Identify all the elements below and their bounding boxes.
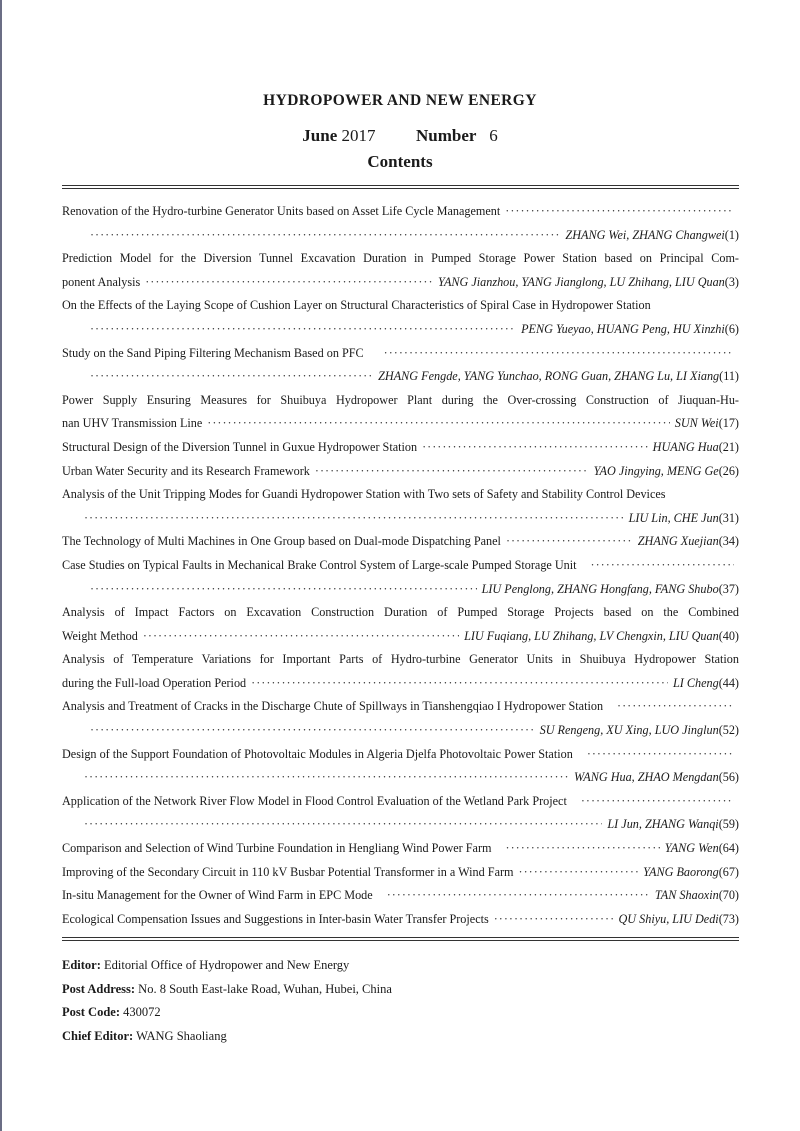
toc-entry-title: Analysis of Temperature Variations for Important Parts of Hydro-turbine Generator Units in Shuibuya Hydropower Station [62, 652, 739, 667]
toc-entry-authors: ····· PENG Yueyao, HUANG Peng, HU Xinzhi (6) [62, 318, 739, 342]
imprint [62, 954, 392, 1048]
bottom-rule [62, 937, 739, 938]
toc-entry-authors: ····· ZHANG Wei, ZHANG Changwei (1) [62, 224, 739, 248]
top-rule [62, 185, 739, 186]
issue-number: 6 [489, 126, 498, 145]
toc-entry-title: Renovation of the Hydro-turbine Generator Units based on Asset Life Cycle Management ····· [62, 200, 739, 224]
toc-entry-title: On the Effects of the Laying Scope of Cushion Layer on Structural Characteristics of Spiral Case in Hydropower Station [62, 298, 651, 313]
toc-entry-authors: ····· SU Rengeng, XU Xing, LUO Jinglun (52) [62, 719, 739, 743]
chief-editor-row: Chief Editor: WANG Shaoliang [62, 1028, 227, 1043]
toc-entry-title: Analysis and Treatment of Cracks in the Discharge Chute of Spillways in Tianshengqiao I Hydropower Station ····· [62, 695, 739, 719]
toc-entry-authors: Weight Method ····· LIU Fuqiang, LU Zhihang, LV Chengxin, LIU Quan (40) [62, 625, 739, 649]
editor-row: Editor: Editorial Office of Hydropower and New Energy [62, 958, 350, 972]
page-header [0, 92, 800, 172]
toc-entry-authors: ponent Analysis ····· YANG Jianzhou, YANG Jianglong, LU Zhihang, LIU Quan (3) [62, 271, 739, 295]
toc-entry-authors: ····· LIU Lin, CHE Jun (31) [62, 507, 739, 531]
top-rule-2 [62, 188, 739, 189]
toc-entry: Comparison and Selection of Wind Turbine Foundation in Hengliang Wind Power Farm ····· YANG Wen (64) [62, 837, 739, 861]
bottom-rule-2 [62, 940, 739, 941]
toc-entry-title: Analysis of Impact Factors on Excavation Construction Duration of Pumped Storage Projects based on the Combined [62, 605, 739, 620]
toc-entry-title: Study on the Sand Piping Filtering Mechanism Based on PFC ····· [62, 342, 739, 366]
toc-entry: In-situ Management for the Owner of Wind Farm in EPC Mode ····· TAN Shaoxin (70) [62, 884, 739, 908]
toc-entry-authors: ····· LI Jun, ZHANG Wanqi (59) [62, 813, 739, 837]
issue-number-label: Number [416, 126, 477, 145]
toc-entry-authors: ····· ZHANG Fengde, YANG Yunchao, RONG Guan, ZHANG Lu, LI Xiang (11) [62, 365, 739, 389]
toc-entry-title: Analysis of the Unit Tripping Modes for Guandi Hydropower Station with Two sets of Safety and Stability Control Devices [62, 487, 666, 502]
toc-entry-authors: ····· LIU Penglong, ZHANG Hongfang, FANG Shubo (37) [62, 578, 739, 602]
post-code-row: Post Code: 430072 [62, 1005, 161, 1019]
toc-entry-title: Case Studies on Typical Faults in Mechanical Brake Control System of Large-scale Pumped Storage Unit ····· [62, 554, 739, 578]
toc-entry-authors: nan UHV Transmission Line ····· SUN Wei (17) [62, 412, 739, 436]
table-of-contents [62, 200, 739, 931]
issue-line [0, 126, 800, 146]
toc-entry-authors: ····· WANG Hua, ZHAO Mengdan (56) [62, 766, 739, 790]
toc-entry-title: Application of the Network River Flow Model in Flood Control Evaluation of the Wetland Park Project ····· [62, 790, 739, 814]
toc-entry-title: Power Supply Ensuring Measures for Shuibuya Hydropower Plant during the Over-crossing Construction of Jiuquan-Hu- [62, 392, 739, 407]
issue-month: June [302, 126, 338, 145]
journal-title: HYDROPOWER AND NEW ENERGY [263, 92, 537, 109]
toc-entry: Structural Design of the Diversion Tunnel in Guxue Hydropower Station ····· HUANG Hua (21) [62, 436, 739, 460]
toc-entry: The Technology of Multi Machines in One Group based on Dual-mode Dispatching Panel ····· ZHANG Xuejian (34) [62, 530, 739, 554]
issue-year: 2017 [341, 126, 376, 145]
toc-entry-title: Design of the Support Foundation of Photovoltaic Modules in Algeria Djelfa Photovoltaic Power Station ····· [62, 743, 739, 767]
toc-entry: Improving of the Secondary Circuit in 110 kV Busbar Potential Transformer in a Wind Farm ····· YANG Baorong (67) [62, 861, 739, 885]
toc-entry-authors: during the Full-load Operation Period ····· LI Cheng (44) [62, 672, 739, 696]
toc-entry-title: Prediction Model for the Diversion Tunnel Excavation Duration in Pumped Storage Power Station based on Principal Com- [62, 251, 739, 266]
address-row: Post Address: No. 8 South East-lake Road, Wuhan, Hubei, China [62, 981, 392, 996]
toc-entry: Urban Water Security and its Research Framework ····· YAO Jingying, MENG Ge (26) [62, 460, 739, 484]
toc-entry: Ecological Compensation Issues and Suggestions in Inter-basin Water Transfer Projects ····· QU Shiyu, LIU Dedi (73) [62, 908, 739, 932]
contents-title: Contents [367, 152, 433, 171]
